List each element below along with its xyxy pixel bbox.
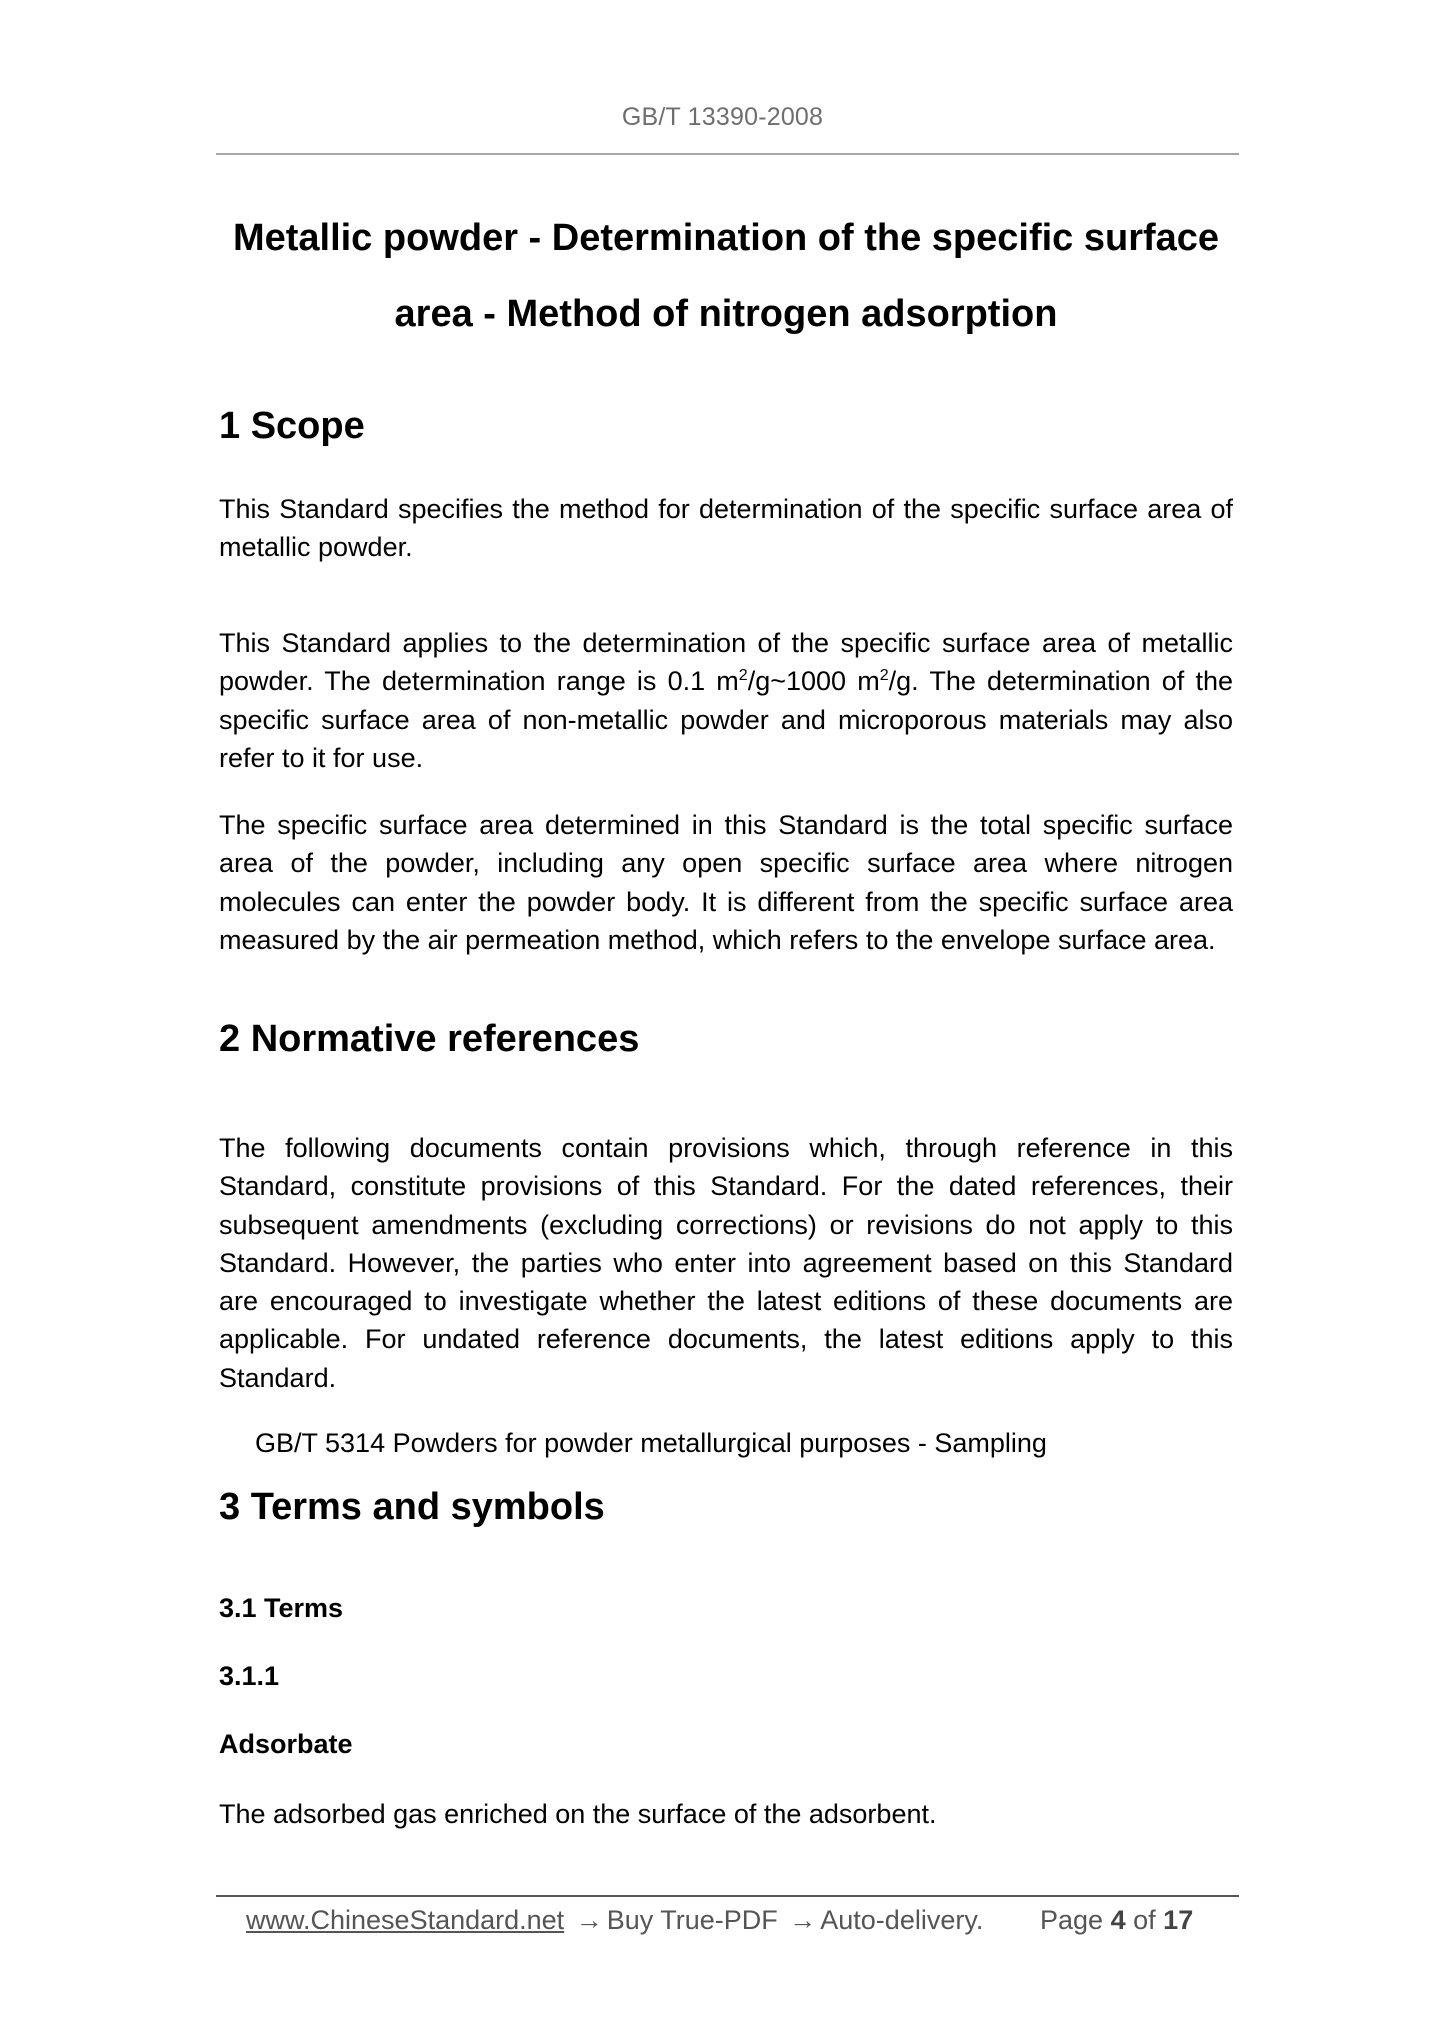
arrow-right-icon: → (575, 1905, 603, 1935)
header-divider (216, 153, 1239, 155)
term-number: 3.1.1 (219, 1661, 280, 1691)
title-line-2: area - Method of nitrogen adsorption (394, 293, 1058, 335)
scope-paragraph-2: This Standard applies to the determination of the specific surface area of metallic powder. The determination range is 0.1 $m^2/g\sim 1000$ $m^2/g$. The determination of the specific surface area of non-metallic powder and microporous materials may also refer to it for use. (219, 628, 1233, 773)
scope-paragraph-1: This Standard specifies the method for determination of the specific surface area of metallic powder. (219, 494, 1233, 563)
document-title (219, 200, 1233, 352)
running-header: GB/T 13390-2008 (621, 103, 824, 131)
footer-promo (246, 1902, 983, 1938)
website-link[interactable]: www.ChineseStandard.net (246, 1905, 565, 1935)
normative-paragraph: The following documents contain provisions which, through reference in this Standard, constitute provisions of this Standard. For the dated references, their subsequent amendments (excluding corrections) or revisions do not apply to this Standard. However, the parties who enter into agreement based on this Standard are encouraged to investigate whether the latest editions of these documents are applicable. For undated reference documents, the latest editions apply to this Standard. (219, 1133, 1233, 1393)
arrow-right-icon: → (789, 1905, 817, 1935)
title-line-1: Metallic powder - Determination of the specific surface (232, 217, 1220, 259)
section-heading-normative-references: 2 Normative references (219, 1018, 640, 1060)
current-page: 4 (1110, 1905, 1126, 1935)
subsection-heading-terms: 3.1 Terms (219, 1593, 344, 1623)
reference-item: GB/T 5314 Powders for powder metallurgical purposes - Sampling (255, 1428, 1047, 1458)
term-definition: The adsorbed gas enriched on the surface of the adsorbent. (219, 1799, 937, 1829)
page-indicator: Page 4 of 17 (1040, 1905, 1194, 1935)
scope-paragraph-3: The specific surface area determined in this Standard is the total specific surface area of the powder, including any open specific surface area where nitrogen molecules can enter the powder body. It is different from the specific surface area measured by the air permeation method, which refers to the envelope surface area. (219, 810, 1233, 955)
term-name: Adsorbate (219, 1729, 353, 1759)
section-heading-terms-symbols: 3 Terms and symbols (219, 1486, 605, 1528)
section-heading-scope: 1 Scope (219, 405, 365, 447)
footer-divider (216, 1895, 1239, 1897)
total-pages: 17 (1163, 1905, 1194, 1935)
delivery-text: Auto-delivery. (820, 1905, 984, 1935)
buy-text: Buy True-PDF (606, 1905, 778, 1935)
